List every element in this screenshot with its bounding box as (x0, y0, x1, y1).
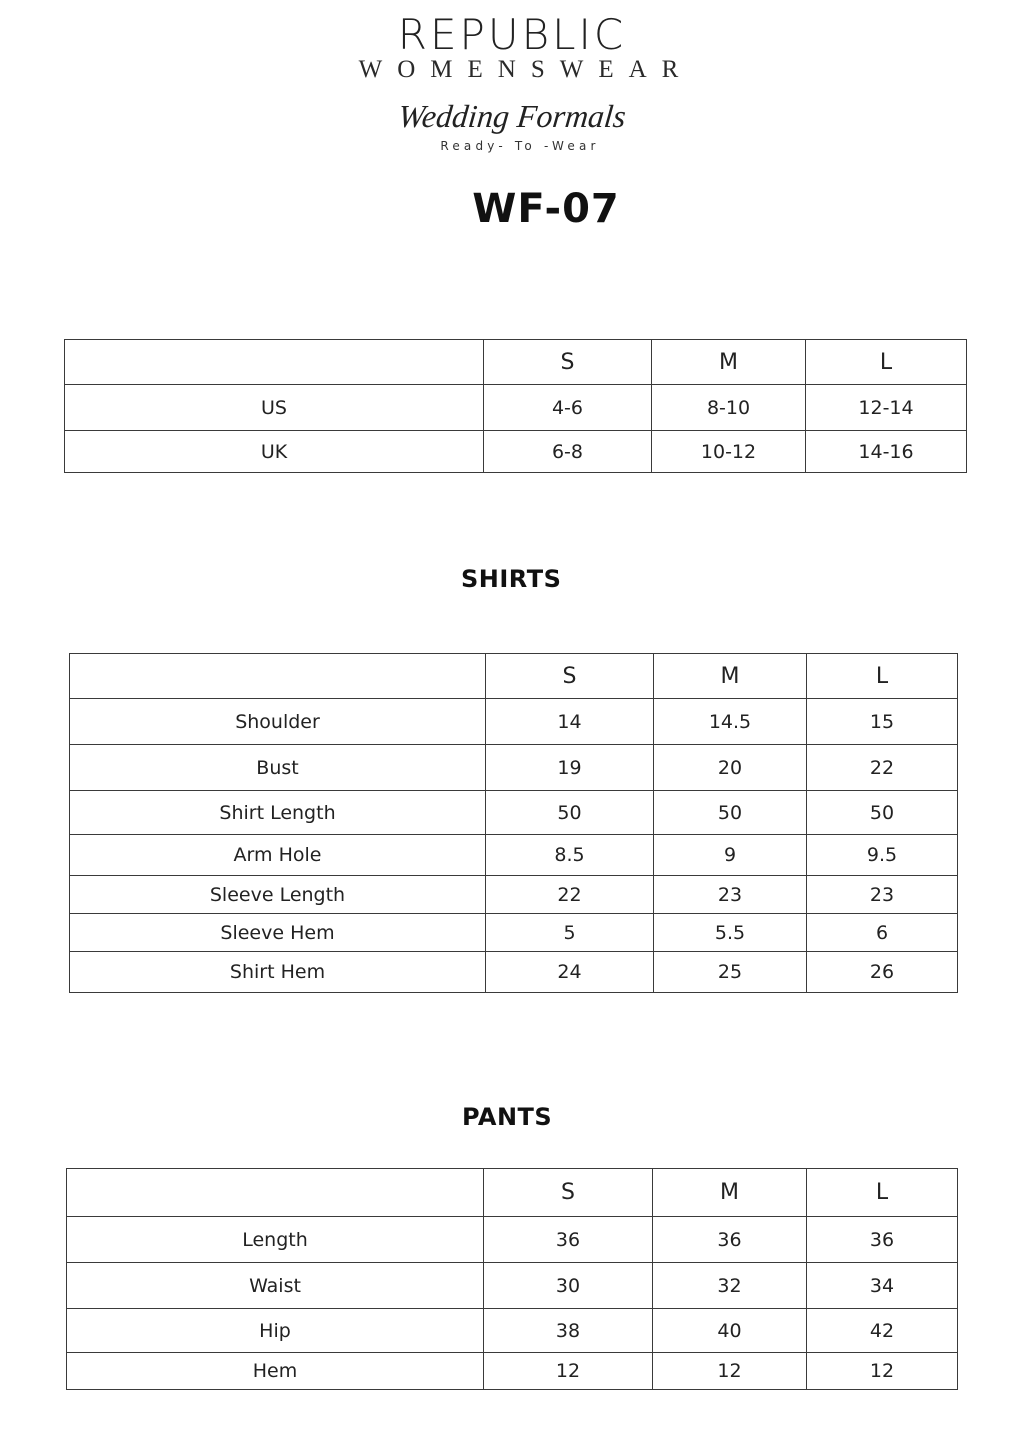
cell: 4-6 (484, 385, 652, 431)
table-header-row (65, 340, 967, 385)
row-label: Shirt Hem (70, 952, 486, 993)
table-row (67, 1309, 958, 1353)
header-cell: S (484, 340, 652, 385)
table-row (70, 791, 958, 835)
cell: 12 (484, 1353, 653, 1390)
cell: 14-16 (806, 431, 967, 473)
cell: 32 (653, 1263, 807, 1309)
table-row (67, 1217, 958, 1263)
table-row (70, 914, 958, 952)
cell: 22 (486, 876, 654, 914)
cell: 20 (654, 745, 807, 791)
header-cell: M (653, 1169, 807, 1217)
table-row (70, 876, 958, 914)
cell: 9.5 (807, 835, 958, 876)
cell: 14.5 (654, 699, 807, 745)
header-cell (70, 654, 486, 699)
cell: 6-8 (484, 431, 652, 473)
table-header-row (67, 1169, 958, 1217)
cell: 25 (654, 952, 807, 993)
table-row (65, 431, 967, 473)
cell: 12 (807, 1353, 958, 1390)
header-cell: M (652, 340, 806, 385)
cell: 22 (807, 745, 958, 791)
cell: 38 (484, 1309, 653, 1353)
header-cell: M (654, 654, 807, 699)
cell: 8.5 (486, 835, 654, 876)
shirts-section-title: SHIRTS (461, 565, 562, 593)
brand-subtitle: WOMENSWEAR (358, 56, 694, 83)
table-row (70, 745, 958, 791)
cell: 12 (653, 1353, 807, 1390)
cell: 42 (807, 1309, 958, 1353)
table-row (65, 385, 967, 431)
cell: 5.5 (654, 914, 807, 952)
cell: 5 (486, 914, 654, 952)
cell: 50 (807, 791, 958, 835)
cell: 30 (484, 1263, 653, 1309)
cell: 50 (654, 791, 807, 835)
shirts-table (69, 653, 958, 993)
cell: 36 (807, 1217, 958, 1263)
pants-table (66, 1168, 958, 1390)
cell: 36 (653, 1217, 807, 1263)
table-row (70, 699, 958, 745)
header-cell: L (807, 654, 958, 699)
product-code: WF-07 (472, 186, 620, 232)
cell: 9 (654, 835, 807, 876)
cell: 23 (654, 876, 807, 914)
row-label: Shoulder (70, 699, 486, 745)
header-cell: S (484, 1169, 653, 1217)
header-cell: L (806, 340, 967, 385)
cell: 40 (653, 1309, 807, 1353)
collection-subtitle: Ready- To -Wear (440, 139, 600, 153)
row-label: Sleeve Hem (70, 914, 486, 952)
table-header-row (70, 654, 958, 699)
cell: 19 (486, 745, 654, 791)
table-row (67, 1353, 958, 1390)
cell: 15 (807, 699, 958, 745)
cell: 24 (486, 952, 654, 993)
row-label: Waist (67, 1263, 484, 1309)
row-label: Shirt Length (70, 791, 486, 835)
cell: 12-14 (806, 385, 967, 431)
cell: 26 (807, 952, 958, 993)
cell: 8-10 (652, 385, 806, 431)
collection-name: Wedding Formals (396, 98, 628, 134)
header-cell: S (486, 654, 654, 699)
header-cell (65, 340, 484, 385)
table-row (70, 835, 958, 876)
table-row (67, 1263, 958, 1309)
cell: 50 (486, 791, 654, 835)
cell: 23 (807, 876, 958, 914)
row-label: UK (65, 431, 484, 473)
cell: 34 (807, 1263, 958, 1309)
header-cell: L (807, 1169, 958, 1217)
brand-name: REPUBLIC (397, 10, 627, 59)
cell: 36 (484, 1217, 653, 1263)
row-label: Bust (70, 745, 486, 791)
size-conversion-table (64, 339, 967, 473)
table-row (70, 952, 958, 993)
row-label: Sleeve Length (70, 876, 486, 914)
row-label: Length (67, 1217, 484, 1263)
row-label: Arm Hole (70, 835, 486, 876)
header-cell (67, 1169, 484, 1217)
row-label: US (65, 385, 484, 431)
cell: 10-12 (652, 431, 806, 473)
pants-section-title: PANTS (462, 1103, 553, 1131)
cell: 6 (807, 914, 958, 952)
row-label: Hip (67, 1309, 484, 1353)
row-label: Hem (67, 1353, 484, 1390)
cell: 14 (486, 699, 654, 745)
